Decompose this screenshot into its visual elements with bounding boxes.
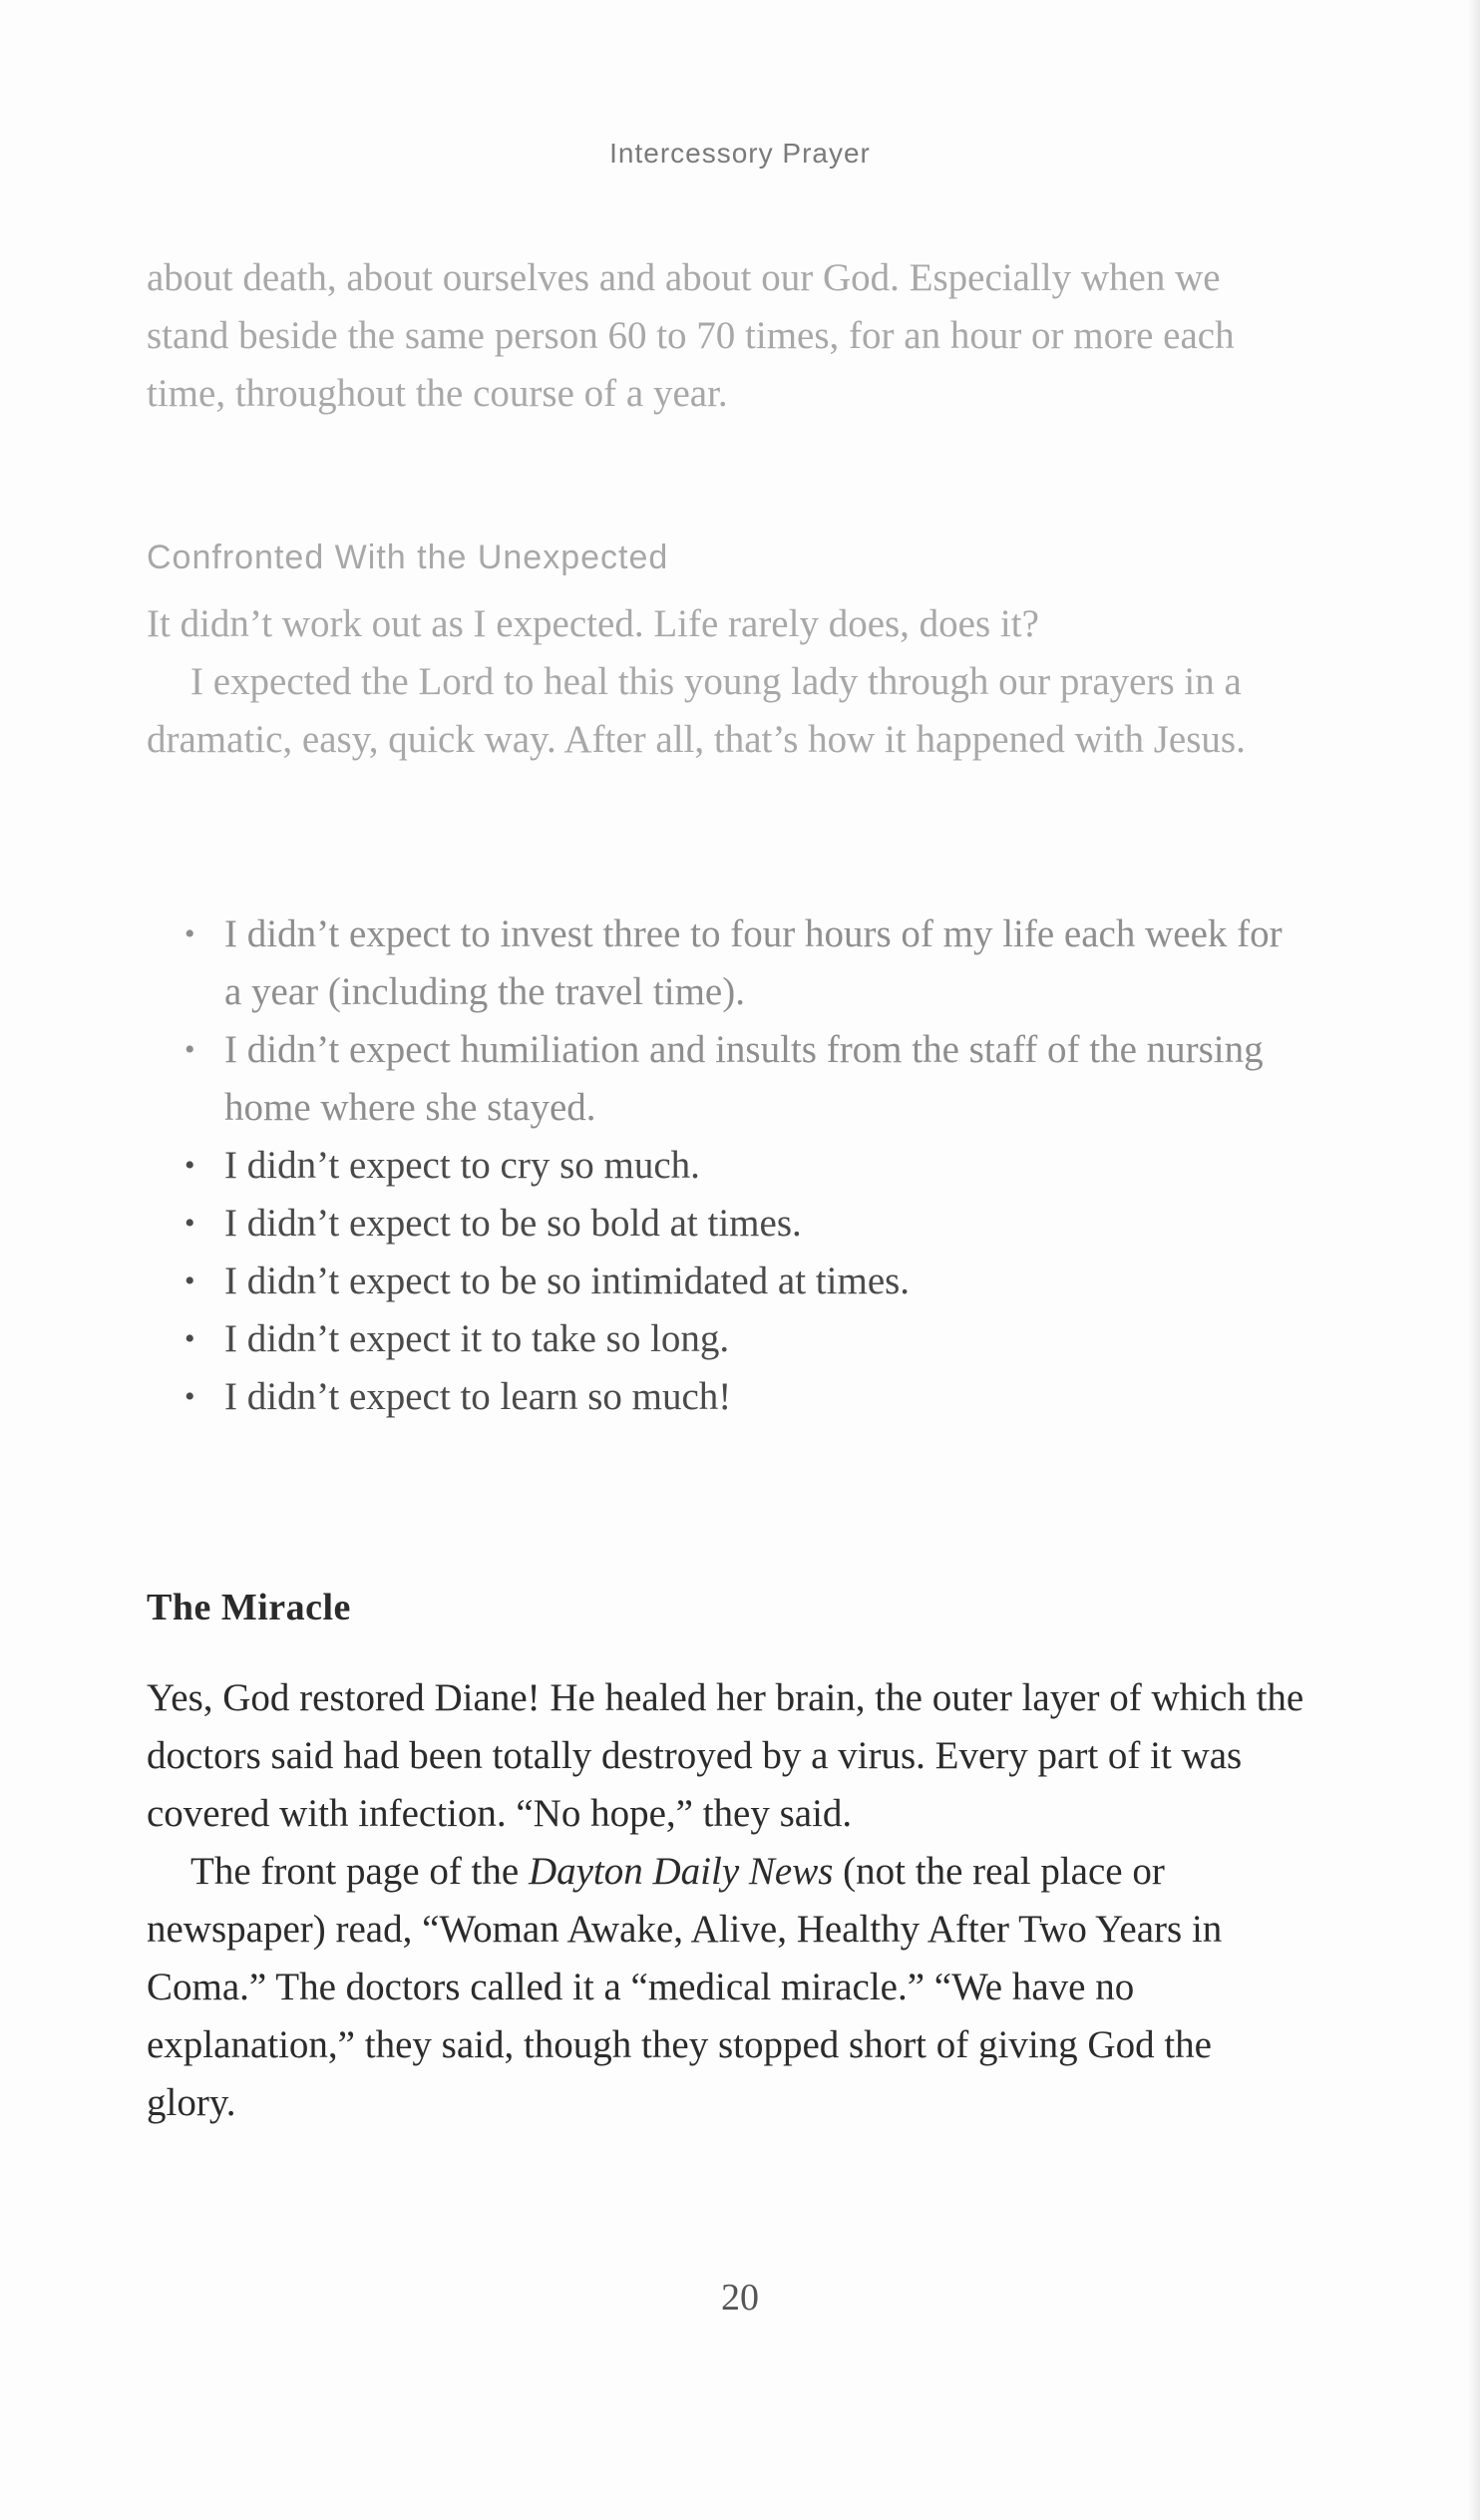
list-item [185,1137,1308,1195]
bullet-icon: • [185,917,195,950]
list-item-text: I didn’t expect to invest three to four hours of my life each week for a year (including the travel time). [224,912,1283,1013]
newspaper-title: Dayton Daily News [528,1850,834,1893]
paragraph [147,1843,1308,2132]
list-item [185,1021,1308,1137]
section-heading-confronted: Confronted With the Unexpected [147,539,669,576]
bullet-list [147,905,1308,1426]
paragraph-text: The front page of the [190,1850,529,1893]
bullet-list-block [147,905,1308,1426]
list-item-text: I didn’t expect humiliation and insults from the staff of the nursing home where she stayed. [224,1028,1264,1129]
intro-block [147,249,1308,423]
section-confronted [147,539,1308,769]
list-item [185,1195,1308,1253]
paragraph: It didn’t work out as I expected. Life rarely does, does it? [147,602,1039,645]
bullet-icon: • [185,1207,195,1240]
section-heading-miracle: The Miracle [147,1587,351,1628]
list-item-text: I didn’t expect it to take so long. [224,1317,730,1360]
list-item [185,905,1308,1021]
paragraph-text: (not the real place or newspaper) read, “Woman Awake, Alive, Healthy After Two Years in Coma.” The doctors called it a “medical miracle.” “We have no explanation,” they said, though they stopped short of giving God the glory. [147,1850,1223,2124]
list-item [185,1253,1308,1310]
list-item-text: I didn’t expect to be so bold at times. [224,1202,802,1245]
list-item-text: I didn’t expect to cry so much. [224,1144,700,1187]
list-item [185,1310,1308,1368]
list-item-text: I didn’t expect to be so intimidated at times. [224,1260,911,1302]
running-head: Intercessory Prayer [609,138,871,169]
list-item-text: I didn’t expect to learn so much! [224,1375,732,1418]
bullet-icon: • [185,1149,195,1182]
paragraph: I expected the Lord to heal this young lady through our prayers in a dramatic, easy, quick way. After all, that’s how it happened with Jesus. [147,660,1246,761]
section-miracle [147,1586,1308,2132]
bullet-icon: • [185,1322,195,1355]
page-number: 20 [721,2277,759,2319]
bullet-icon: • [185,1264,195,1297]
page-edge [1468,0,1480,2520]
paragraph: Yes, God restored Diane! He healed her brain, the outer layer of which the doctors said had been totally destroyed by a virus. Every part of it was covered with infection. “No hope,” they said. [147,1676,1304,1835]
bullet-icon: • [185,1380,195,1413]
list-item [185,1368,1308,1426]
intro-paragraph: about death, about ourselves and about our God. Especially when we stand beside the same person 60 to 70 times, for an hour or more each time, throughout the course of a year. [147,256,1235,415]
bullet-icon: • [185,1033,195,1066]
